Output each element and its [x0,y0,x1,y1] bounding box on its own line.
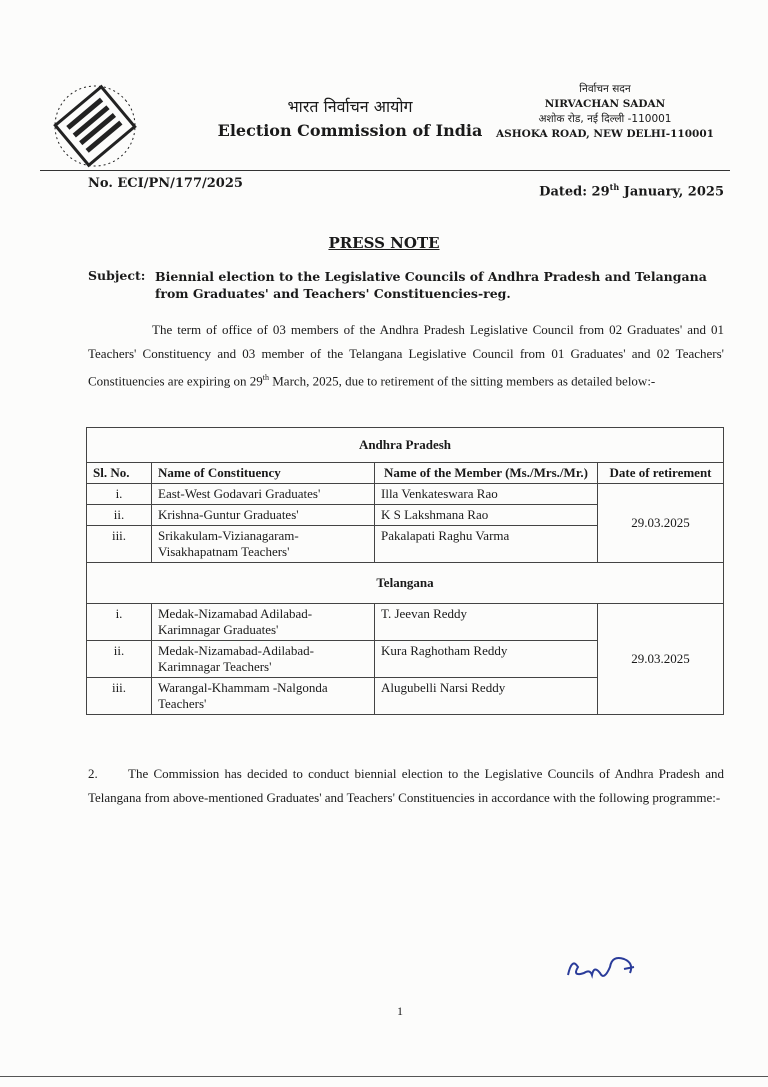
cell-sl: i. [87,604,152,641]
cell-member: Illa Venkateswara Rao [375,484,598,505]
section-heading-ap: Andhra Pradesh [87,428,724,463]
header-divider [40,170,730,171]
cell-constituency: Medak-Nizamabad-Adilabad-Karimnagar Teachers' [152,641,375,678]
section-heading-telangana: Telangana [87,563,724,604]
retirement-table [86,427,724,715]
cell-sl: ii. [87,641,152,678]
footer-rule [0,1076,768,1077]
cell-sl: i. [87,484,152,505]
page-title: PRESS NOTE [328,234,440,252]
address-hindi-name: निर्वाचन सदन [579,83,631,95]
cell-date: 29.03.2025 [598,604,724,715]
cell-constituency: Srikakulam-Vizianagaram-Visakhapatnam Teachers' [152,526,375,563]
signature [560,945,650,995]
cell-member: K S Lakshmana Rao [375,505,598,526]
para2-text: The Commission has decided to conduct biennial election to the Legislative Councils of Andhra Pradesh and Telangana from above-mentioned Graduates' and Teachers' Constituencies in accordance with the following programme:- [88,766,724,805]
cell-constituency: Krishna-Guntur Graduates' [152,505,375,526]
para1-sup: th [262,373,269,382]
header-title-block [210,95,490,140]
header-english-title: Election Commission of India [217,121,483,140]
header-hindi-title: भारत निर्वाचन आयोग [287,97,413,116]
address-hindi-road: अशोक रोड, नई दिल्ली -110001 [538,113,672,125]
cell-member: Kura Raghotham Reddy [375,641,598,678]
date-prefix: Dated: 29 [539,184,610,200]
cell-sl: iii. [87,678,152,715]
eci-logo [40,80,150,172]
paragraph-2 [88,762,724,810]
cell-constituency: East-West Godavari Graduates' [152,484,375,505]
cell-member: Pakalapati Raghu Varma [375,526,598,563]
address-road: ASHOKA ROAD, NEW DELHI-110001 [496,128,714,140]
cell-constituency: Warangal-Khammam -Nalgonda Teachers' [152,678,375,715]
cell-sl: iii. [87,526,152,563]
page-number: 1 [397,1004,403,1018]
header-constituency: Name of Constituency [152,463,375,484]
cell-constituency: Medak-Nizamabad Adilabad-Karimnagar Graduates' [152,604,375,641]
para2-number: 2. [88,766,98,781]
subject-text: Biennial election to the Legislative Councils of Andhra Pradesh and Telangana from Graduates' and Teachers' Constituencies-reg. [155,269,707,301]
date-suffix: January, 2025 [619,184,724,200]
address-name: NIRVACHAN SADAN [544,98,666,110]
reference-number: No. ECI/PN/177/2025 [88,176,243,191]
date-suffix-sup: th [609,182,620,192]
cell-member: T. Jeevan Reddy [375,604,598,641]
table-row [87,604,724,641]
date-line [539,182,724,199]
header-member: Name of the Member (Ms./Mrs./Mr.) [375,463,598,484]
subject-label: Subject: [88,268,146,283]
paragraph-1 [88,318,724,393]
header-address [490,82,720,142]
cell-sl: ii. [87,505,152,526]
para1-part-a: The term of office of 03 members of the Andhra Pradesh Legislative Council from 02 Graduates' and 01 Teachers' Constituency and 03 member of the Telangana Legislative Council from 01 Graduates' and 02 Teachers' Constituencies are expiring on 29 [88,322,724,389]
para1-part-b: March, 2025, due to retirement of the sitting members as detailed below:- [268,373,656,389]
header-date: Date of retirement [598,463,724,484]
cell-date: 29.03.2025 [598,484,724,563]
header-sl-no: Sl. No. [87,463,152,484]
cell-member: Alugubelli Narsi Reddy [375,678,598,715]
table-row [87,484,724,505]
